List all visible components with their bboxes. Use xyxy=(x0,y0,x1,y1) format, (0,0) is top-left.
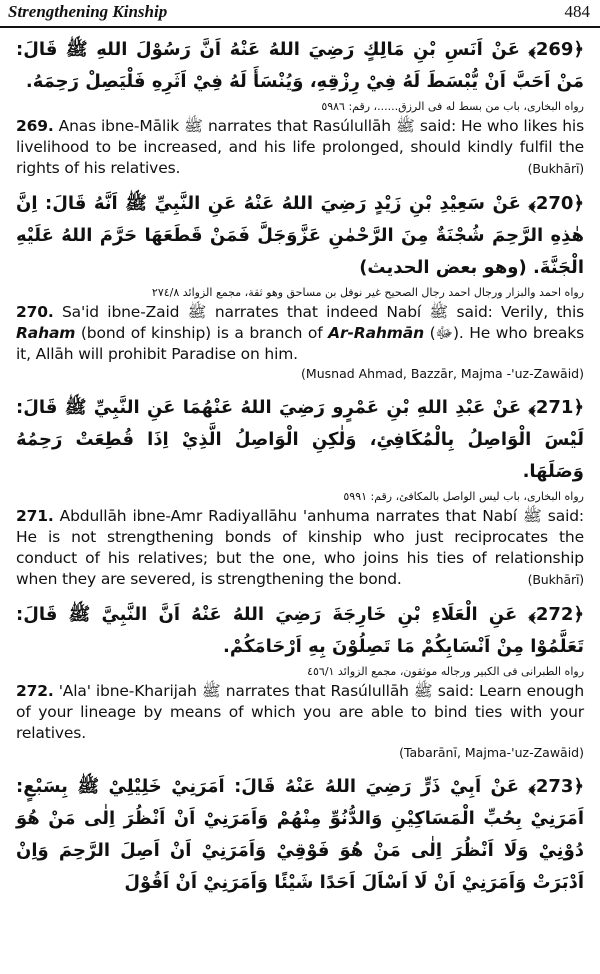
english-term-ar-rahman: Ar-Rahmān xyxy=(328,324,424,342)
arabic-source: رواه البخارى، باب ليس الواصل بالمكافئ، رقم: ٥٩٩١ xyxy=(343,490,584,503)
reference: (Tabarānī, Majma-'uz-Zawāid) xyxy=(399,745,584,760)
reference: (Bukhārī) xyxy=(527,572,584,587)
english-text-part: (bond of kinship) is a branch of xyxy=(75,324,329,342)
english-translation xyxy=(16,681,584,744)
arabic-text: ﴿273﴾ عَنْ اَبِيْ ذَرٍّ رَضِيَ اللهُ عَنْهُ قَالَ: اَمَرَنِيْ خَلِيْلِيْ ﷺ بِسَبْعٍ: اَمَرَنِيْ بِحُبِّ الْمَسَاكِيْنِ وَالدُّنُوِّ مِنْهُمْ وَاَمَرَنِيْ اَنْ اَنْظُرَ اِلٰى مَنْ هُوَ دُوْنِيْ وَلَا اَنْظُرَ اِلٰى مَنْ هُوَ فَوْقِيْ وَاَمَرَنِيْ اَنْ اَصِلَ الرَّحِمَ وَاِنْ اَدْبَرَتْ وَاَمَرَنِيْ اَنْ لَا اَسْاَلَ اَحَدًا شَيْئًا وَاَمَرَنِيْ اَنْ اَقُوْلَ xyxy=(16,776,584,893)
english-text: 'Ala' ibne-Kharijah ﷺ narrates that Rasúlullāh ﷺ said: Learn enough of your lineage by means of which you are able to bind ties with your relatives. xyxy=(16,682,585,742)
english-translation xyxy=(16,116,584,179)
page-header xyxy=(0,0,600,28)
arabic-text: ﴿271﴾ عَنْ عَبْدِ اللهِ بْنِ عَمْرٍو رَضِيَ اللهُ عَنْهُمَا عَنِ النَّبِيِّ ﷺ قَالَ: لَيْسَ الْوَاصِلُ بِالْمُكَافِئِ، وَلٰكِنِ الْوَاصِلُ الَّذِيْ اِذَا قُطِعَتْ رَحِمُهُ وَصَلَهَا. xyxy=(16,397,584,482)
hadith-number: 272. xyxy=(16,682,54,700)
english-translation xyxy=(16,506,584,590)
arabic-source: رواه البخارى، باب من بسط له فى الرزق......، رقم: ٥٩٨٦ xyxy=(321,100,584,113)
arabic-text: ﴿270﴾ عَنْ سَعِيْدِ بْنِ زَيْدٍ رَضِيَ اللهُ عَنْهُ عَنِ النَّبِيِّ ﷺ اَنَّهُ قَالَ: اِنَّ هٰذِهِ الرَّحِمَ شُجْنَةٌ مِنَ الرَّحْمٰنِ عَزَّوَجَلَّ فَمَنْ قَطَعَهَا حَرَّمَ اللهُ عَلَيْهِ الْجَنَّةَ. (وهو بعض الحديث) xyxy=(16,193,584,278)
english-text: Abdullāh ibne-Amr Radiyallāhu 'anhuma narrates that Nabí ﷺ said: He is not strengthening bonds of kinship who just reciprocates the conduct of his relatives; but the one, who joins his ties of relationship when they are severed, is strengthening the bond. xyxy=(16,507,584,588)
page-number: 484 xyxy=(564,2,590,21)
arabic-source: رواه احمد والبزار ورجال احمد رجال الصحيح غير نوفل بن مساحق وهو ثقة، مجمع الزوائد ٢٧٤/٨ xyxy=(151,286,584,299)
hadith-number: 271. xyxy=(16,507,54,525)
english-text-part: Sa'id ibne-Zaid ﷺ narrates that indeed Nabí ﷺ said: Verily, this xyxy=(61,303,585,321)
english-text-part: (ﷻ). He who breaks it, Allāh will prohibit Paradise on him. xyxy=(16,324,584,363)
reference: (Musnad Ahmad, Bazzār, Majma -'uz-Zawāid) xyxy=(301,366,584,381)
hadith-273 xyxy=(16,771,584,899)
arabic-text: ﴿272﴾ عَنِ الْعَلَاءِ بْنِ خَارِجَةَ رَضِيَ اللهُ عَنْهُ اَنَّ النَّبِيَّ ﷺ قَالَ: تَعَلَّمُوْا مِنْ اَنْسَابِكُمْ مَا تَصِلُوْنَ بِهِ اَرْحَامَكُمْ. xyxy=(16,604,584,657)
arabic-text: ﴿269﴾ عَنْ اَنَسِ بْنِ مَالِكٍ رَضِيَ اللهُ عَنْهُ اَنَّ رَسُوْلَ اللهِ ﷺ قَالَ: مَنْ اَحَبَّ اَنْ يُّبْسَطَ لَهُ فِيْ رِزْقِهِ، وَيُنْسَأَ لَهُ فِيْ اَثَرِهِ فَلْيَصِلْ رَحِمَهُ. xyxy=(16,39,584,92)
hadith-269 xyxy=(16,34,584,179)
english-text: Anas ibne-Mālik ﷺ narrates that Rasúlullāh ﷺ said: He who likes his livelihood to be increased, and his life prolonged, should kindly fulfil the rights of his relatives. xyxy=(16,117,585,177)
running-title: Strengthening Kinship xyxy=(8,2,168,21)
english-term-raham: Raham xyxy=(16,324,76,342)
arabic-source: رواه الطبرانى فى الكبير ورجاله موثقون، مجمع الزوائد ٤٥٦/١ xyxy=(307,665,584,678)
hadith-271 xyxy=(16,392,584,590)
hadith-272 xyxy=(16,599,584,762)
page-body xyxy=(16,34,584,908)
english-translation xyxy=(16,302,584,365)
hadith-number: 269. xyxy=(16,117,54,135)
hadith-number: 270. xyxy=(16,303,54,321)
hadith-270 xyxy=(16,188,584,383)
reference: (Bukhārī) xyxy=(527,161,584,176)
